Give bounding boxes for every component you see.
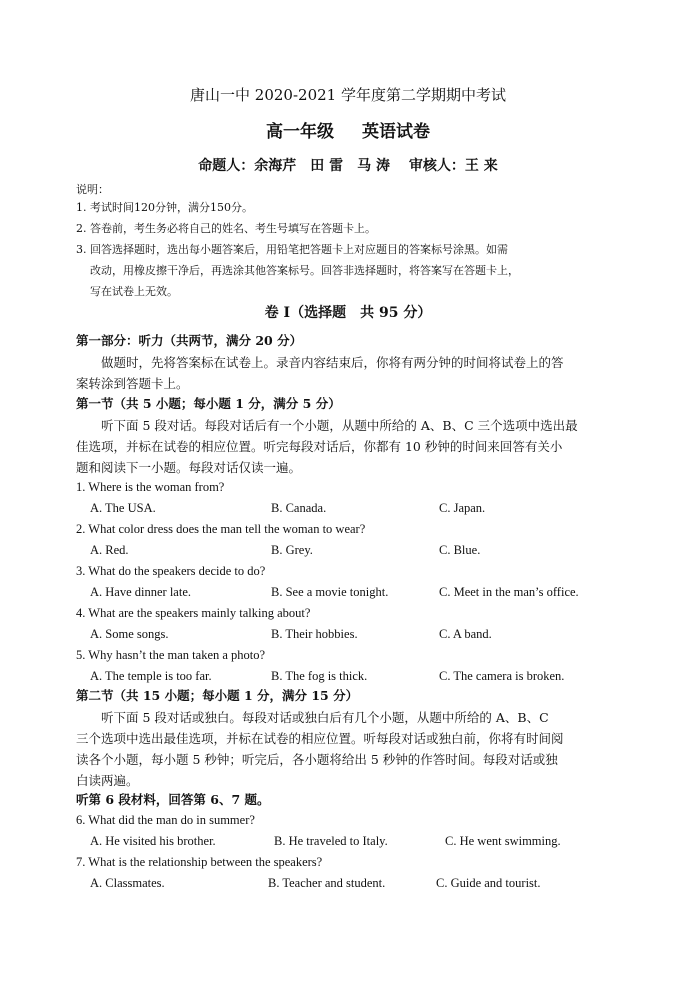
question-stem: 1. Where is the woman from? (76, 480, 225, 494)
option-a: A. Some songs. (90, 627, 169, 641)
option-c: C. Meet in the man’s office. (439, 585, 579, 599)
note-item (76, 239, 626, 302)
option-a: A. He visited his brother. (90, 834, 216, 848)
section2-instructions (76, 707, 624, 791)
option-c: C. He went swimming. (445, 834, 561, 848)
instruction-line: 题和阅读下一小题。每段对话仅读一遍。 (76, 460, 302, 475)
option-a: A. The temple is too far. (90, 669, 212, 683)
question-stem: 7. What is the relationship between the speakers? (76, 855, 323, 869)
note-line: 3. 回答选择题时，选出每小题答案后，用铅笔把答题卡上对应题目的答案标号涂黑。如需 (76, 243, 508, 256)
exam-title (0, 117, 696, 142)
question-stem: 6. What did the man do in summer? (76, 813, 255, 827)
note-item: 1. 考试时间120分钟，满分150分。 (76, 201, 253, 214)
part1-title: 第一部分：听力（共两节，满分 20 分） (76, 333, 303, 348)
option-b: B. Grey. (271, 543, 313, 557)
option-c: C. A band. (439, 627, 492, 641)
instruction-line: 佳选项，并标在试卷的相应位置。听完每段对话后，你都有 10 秒钟的时间来回答有关小 (76, 439, 563, 454)
option-a: A. Red. (90, 543, 129, 557)
option-c: C. Blue. (439, 543, 481, 557)
part1-instructions (76, 352, 624, 394)
option-c: C. Guide and tourist. (436, 876, 541, 890)
option-b: B. The fog is thick. (271, 669, 368, 683)
note-item: 2. 答卷前，考生务必将自己的姓名、考生号填写在答题卡上。 (76, 222, 376, 235)
instruction-line: 听下面 5 段对话或独白。每段对话或独白后有几个小题，从题中所给的 A、B、C (101, 710, 549, 725)
question-options (90, 540, 630, 560)
question-options (90, 498, 630, 518)
question-stem: 5. Why hasn’t the man taken a photo? (76, 648, 266, 662)
instruction-line: 白读两遍。 (76, 773, 139, 788)
subject-label: 英语试卷 (362, 122, 430, 142)
question-stem: 4. What are the speakers mainly talking about? (76, 606, 311, 620)
option-a: A. The USA. (90, 501, 156, 515)
option-a: A. Classmates. (90, 876, 165, 890)
question-stem: 3. What do the speakers decide to do? (76, 564, 266, 578)
option-b: B. See a movie tonight. (271, 585, 389, 599)
instruction-line: 三个选项中选出最佳选项，并标在试卷的相应位置。听每段对话或独白前，你将有时间阅 (76, 731, 564, 746)
note-line: 改动，用橡皮擦干净后，再选涂其他答案标号。回答非选择题时，将答案写在答题卡上， (90, 264, 519, 277)
option-b: B. Canada. (271, 501, 327, 515)
question-options (90, 582, 630, 602)
instruction-line: 做题时，先将答案标在试卷上。录音内容结束后，你将有两分钟的时间将试卷上的答 (101, 355, 564, 370)
instruction-line: 读各个小题，每小题 5 秒钟；听完后，各小题将给出 5 秒钟的作答时间。每段对话或独 (76, 752, 558, 767)
school-title: 唐山一中 2020-2021 学年度第二学期期中考试 (190, 86, 506, 104)
option-c: C. The camera is broken. (439, 669, 565, 683)
volume-title: 卷 I（选择题 共 95 分） (264, 305, 432, 321)
note-line: 写在试卷上无效。 (90, 285, 178, 298)
question-stem: 2. What color dress does the man tell the woman to wear? (76, 522, 366, 536)
grade-label: 高一年级 (266, 122, 334, 142)
question-options (90, 666, 630, 686)
question-options (90, 873, 630, 893)
material-heading: 听第 6 段材料，回答第 6、7 题。 (76, 792, 270, 807)
section1-title: 第一节（共 5 小题；每小题 1 分，满分 5 分） (76, 396, 341, 411)
option-a: A. Have dinner late. (90, 585, 192, 599)
option-b: B. Their hobbies. (271, 627, 358, 641)
option-b: B. He traveled to Italy. (274, 834, 388, 848)
question-options (90, 624, 630, 644)
option-c: C. Japan. (439, 501, 486, 515)
authors-line: 命题人：余海芹 田 雷 马 涛 审核人：王 来 (198, 158, 498, 174)
section1-instructions (76, 415, 624, 478)
question-options (90, 831, 630, 851)
instruction-line: 听下面 5 段对话。每段对话后有一个小题，从题中所给的 A、B、C 三个选项中选出最 (101, 418, 578, 433)
section2-title: 第二节（共 15 小题；每小题 1 分，满分 15 分） (76, 688, 359, 703)
notes-label: 说明： (76, 183, 109, 196)
instruction-line: 案转涂到答题卡上。 (76, 376, 189, 391)
option-b: B. Teacher and student. (268, 876, 386, 890)
